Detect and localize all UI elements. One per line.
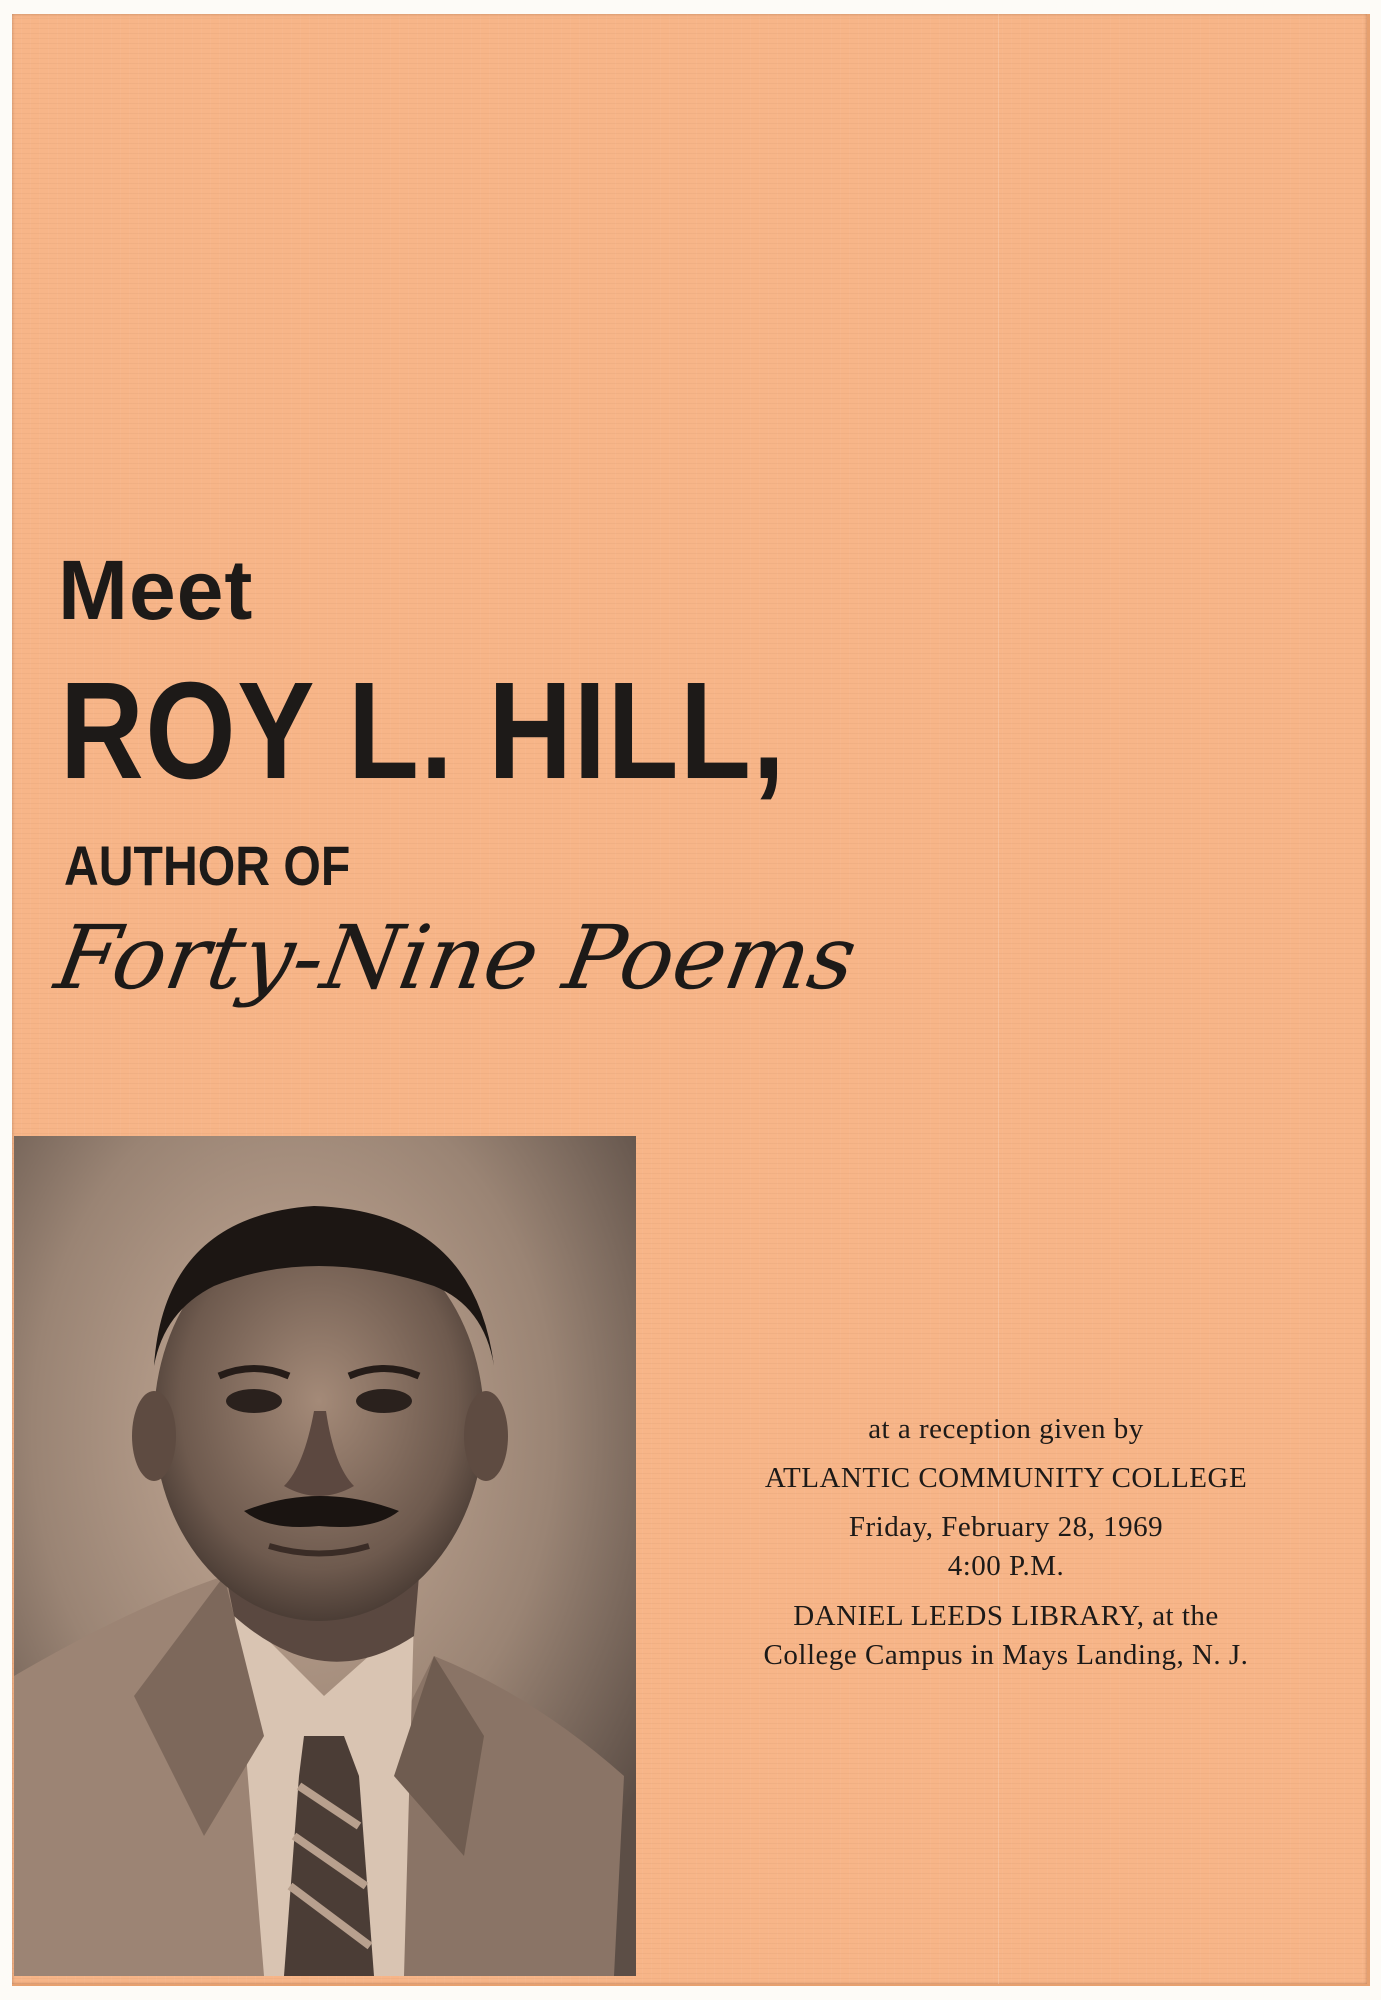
book-title: Forty-Nine Poems xyxy=(48,906,865,1009)
meet-heading: Meet xyxy=(58,543,254,637)
reception-intro: at a reception given by xyxy=(868,1413,1144,1445)
eye-right xyxy=(356,1389,412,1413)
host-college: ATLANTIC COMMUNITY COLLEGE xyxy=(764,1462,1248,1495)
fold-crease xyxy=(998,14,999,1984)
ear-right xyxy=(464,1391,508,1481)
portrait-photo xyxy=(14,1136,636,1976)
event-location: College Campus in Mays Landing, N. J. xyxy=(763,1638,1249,1671)
reception-details xyxy=(676,1410,1336,1675)
author-name: ROY L. HILL, xyxy=(60,654,787,808)
event-date: Friday, February 28, 1969 xyxy=(848,1511,1164,1544)
eye-left xyxy=(226,1389,282,1413)
ear-left xyxy=(132,1391,176,1481)
author-of-label: AUTHOR OF xyxy=(64,834,351,897)
event-time: 4:00 P.M. xyxy=(947,1550,1065,1583)
event-venue: DANIEL LEEDS LIBRARY, at the xyxy=(793,1599,1219,1632)
